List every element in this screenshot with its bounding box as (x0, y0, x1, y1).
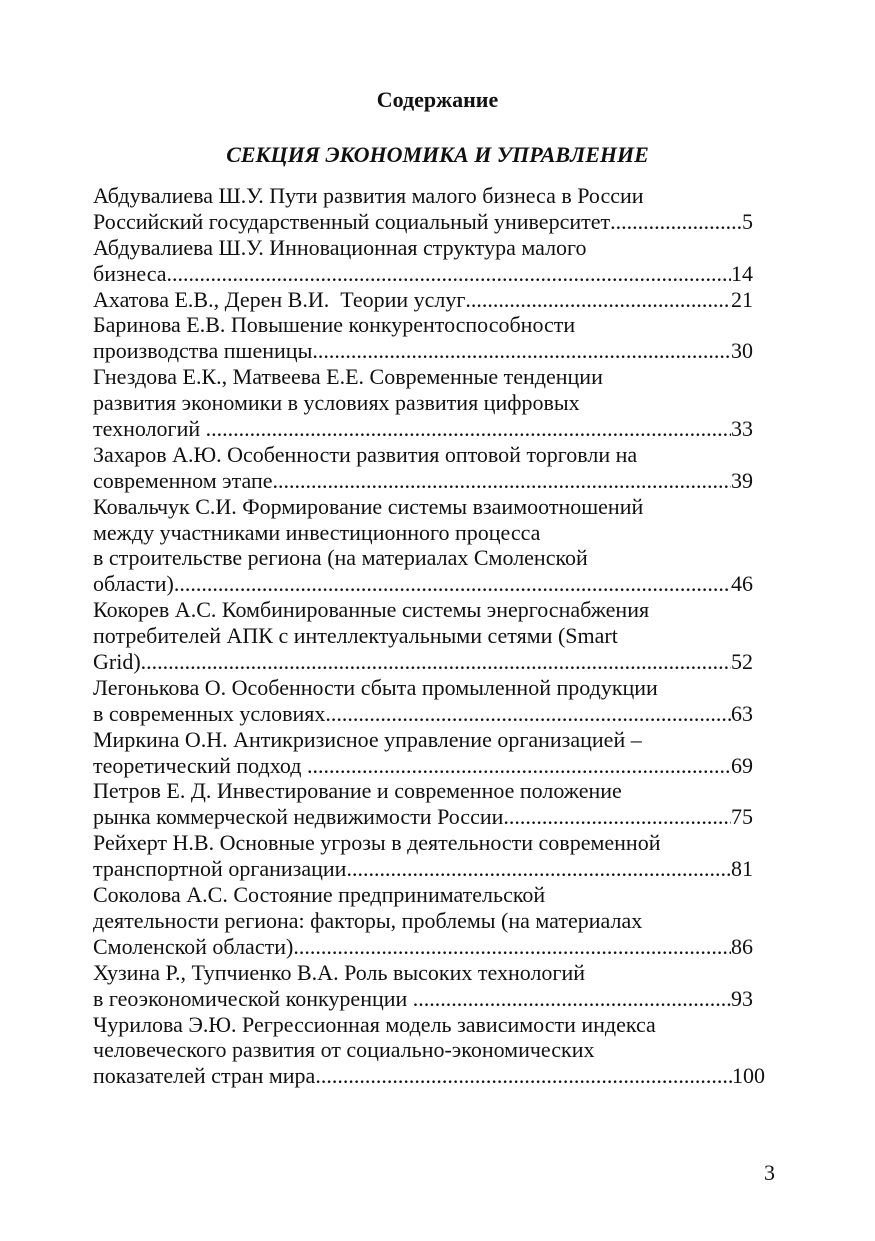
dot-leader (312, 338, 731, 364)
toc-entry-text: бизнеса (93, 260, 167, 286)
toc-entry-text: производства пшеницы (93, 338, 313, 364)
toc-entry-line: Ковальчук С.И. Формирование системы взаимоотношений (93, 493, 644, 519)
toc-entry-page: 46 (731, 571, 753, 597)
toc-entry-line: Легонькова О. Особенности сбыта промыленной продукции (93, 674, 658, 700)
dot-leader (293, 934, 731, 960)
toc-entry-last-line (93, 701, 753, 727)
toc-entry-last-line (93, 338, 753, 364)
toc-entry-last-line (93, 649, 753, 675)
toc-entry (93, 882, 773, 960)
toc-entry-last-line (93, 261, 753, 287)
dot-leader (273, 468, 732, 494)
toc-entry (93, 287, 773, 313)
toc-entry-last-line (93, 1063, 765, 1089)
toc-entry (93, 675, 773, 727)
toc-entry-page: 100 (732, 1063, 765, 1089)
toc-entry-page: 81 (731, 856, 753, 882)
toc-entry-line: в строительстве региона (на материалах Смоленской (93, 545, 588, 571)
toc-entry-text: современном этапе (93, 467, 273, 493)
toc-entry-line: Соколова А.С. Состояние предпринимательской (93, 882, 546, 908)
toc-entry-line: Кокорев А.С. Комбинированные системы энергоснабжения (93, 597, 650, 623)
toc-entry (93, 1012, 773, 1090)
toc-entry (93, 597, 773, 675)
toc-entry (93, 727, 773, 779)
dot-leader (174, 571, 731, 597)
dot-leader (141, 649, 731, 675)
toc-entry-line: Петров Е. Д. Инвестирование и современное положение (93, 778, 622, 804)
toc-entry-text: Grid) (93, 649, 141, 675)
toc-entry-text: области) (93, 571, 174, 597)
toc-entry-last-line (93, 753, 753, 779)
toc-entry-last-line (93, 209, 753, 235)
toc-entry (93, 778, 773, 830)
toc-entry-text: Российский государственный социальный университет (93, 208, 611, 234)
toc-entry-page: 21 (731, 286, 753, 312)
toc-entry (93, 235, 773, 287)
toc-entry-text: показателей стран мира (93, 1063, 316, 1089)
toc-entry-text: Смоленской области) (93, 933, 294, 959)
toc-entry-text: теоретический подход (93, 752, 307, 778)
toc-entry-line: Абдувалиева Ш.У. Инновационная структура малого (93, 234, 587, 260)
dot-leader (346, 856, 731, 882)
toc-entry-line: Чурилова Э.Ю. Регрессионная модель зависимости индекса (93, 1011, 656, 1037)
toc-entry-last-line (93, 571, 753, 597)
dot-leader (503, 804, 731, 830)
toc-entry-page: 5 (742, 208, 753, 234)
page-number: 3 (764, 1160, 775, 1185)
toc-entry-text: в геоэкономической конкуренции (93, 985, 413, 1011)
toc-entry-text: в современных условиях (93, 700, 326, 726)
dot-leader (206, 416, 731, 442)
toc-entry-last-line (93, 804, 753, 830)
dot-leader (413, 986, 731, 1012)
toc-entry (93, 494, 773, 598)
toc-entry-line: развития экономики в условиях развития цифровых (93, 390, 580, 416)
page-title: Содержание (376, 87, 499, 112)
toc-entry-last-line (93, 468, 753, 494)
dot-leader (465, 287, 731, 313)
toc-entry (93, 312, 773, 364)
toc-entry-text: технологий (93, 416, 206, 442)
toc-entry-line: Хузина Р., Тупчиенко В.А. Роль высоких технологий (93, 959, 585, 985)
toc-entry-last-line (93, 986, 753, 1012)
toc-entry-text: рынка коммерческой недвижимости России (93, 804, 504, 830)
toc-entry-line: Абдувалиева Ш.У. Пути развития малого бизнеса в России (93, 183, 644, 208)
toc-entry-last-line (93, 416, 753, 442)
toc-entry-line: Баринова Е.В. Повышение конкурентоспособности (93, 312, 576, 338)
toc-entry (93, 830, 773, 882)
toc-entry-page: 93 (731, 985, 753, 1011)
dot-leader (167, 261, 731, 287)
toc-entry-page: 30 (731, 338, 753, 364)
toc-entry-line: деятельности региона: факторы, проблемы (на материалах (93, 907, 643, 933)
toc-entry-line: человеческого развития от социально-экономических (93, 1037, 595, 1063)
toc-entry-line: потребителей АПК с интеллектуальными сетями (Smart (93, 623, 618, 649)
toc-entry-line: Захаров А.Ю. Особенности развития оптовой торговли на (93, 441, 638, 467)
toc-entry (93, 364, 773, 442)
toc-entry-last-line (93, 856, 753, 882)
toc-entry-page: 75 (731, 804, 753, 830)
toc-entry-last-line (93, 287, 753, 313)
toc-entry (93, 960, 773, 1012)
toc-entry-page: 69 (731, 752, 753, 778)
dot-leader (325, 701, 731, 727)
toc-entry-page: 14 (731, 260, 753, 286)
section-title: СЕКЦИЯ ЭКОНОМИКА И УПРАВЛЕНИЕ (226, 142, 649, 167)
toc-entry (93, 442, 773, 494)
toc-entry-line: Миркина О.Н. Антикризисное управление организацией – (93, 726, 642, 752)
toc-entry-page: 86 (731, 933, 753, 959)
toc-entry (93, 183, 773, 235)
toc-entry-line: между участниками инвестиционного процесса (93, 519, 541, 545)
dot-leader (315, 1063, 732, 1089)
dot-leader (307, 753, 731, 779)
toc-entry-text: транспортной организации (93, 856, 347, 882)
toc-entry-last-line (93, 934, 753, 960)
table-of-contents (93, 183, 773, 1089)
toc-entry-page: 39 (731, 467, 753, 493)
toc-entry-page: 63 (731, 700, 753, 726)
toc-entry-page: 52 (731, 649, 753, 675)
toc-entry-line: Рейхерт Н.В. Основные угрозы в деятельности современной (93, 830, 661, 856)
toc-entry-page: 33 (731, 416, 753, 442)
dot-leader (610, 209, 742, 235)
toc-entry-line: Гнездова Е.К., Матвеева Е.Е. Современные тенденции (93, 364, 603, 390)
toc-entry-text: Ахатова Е.В., Дерен В.И. Теории услуг (93, 286, 466, 312)
